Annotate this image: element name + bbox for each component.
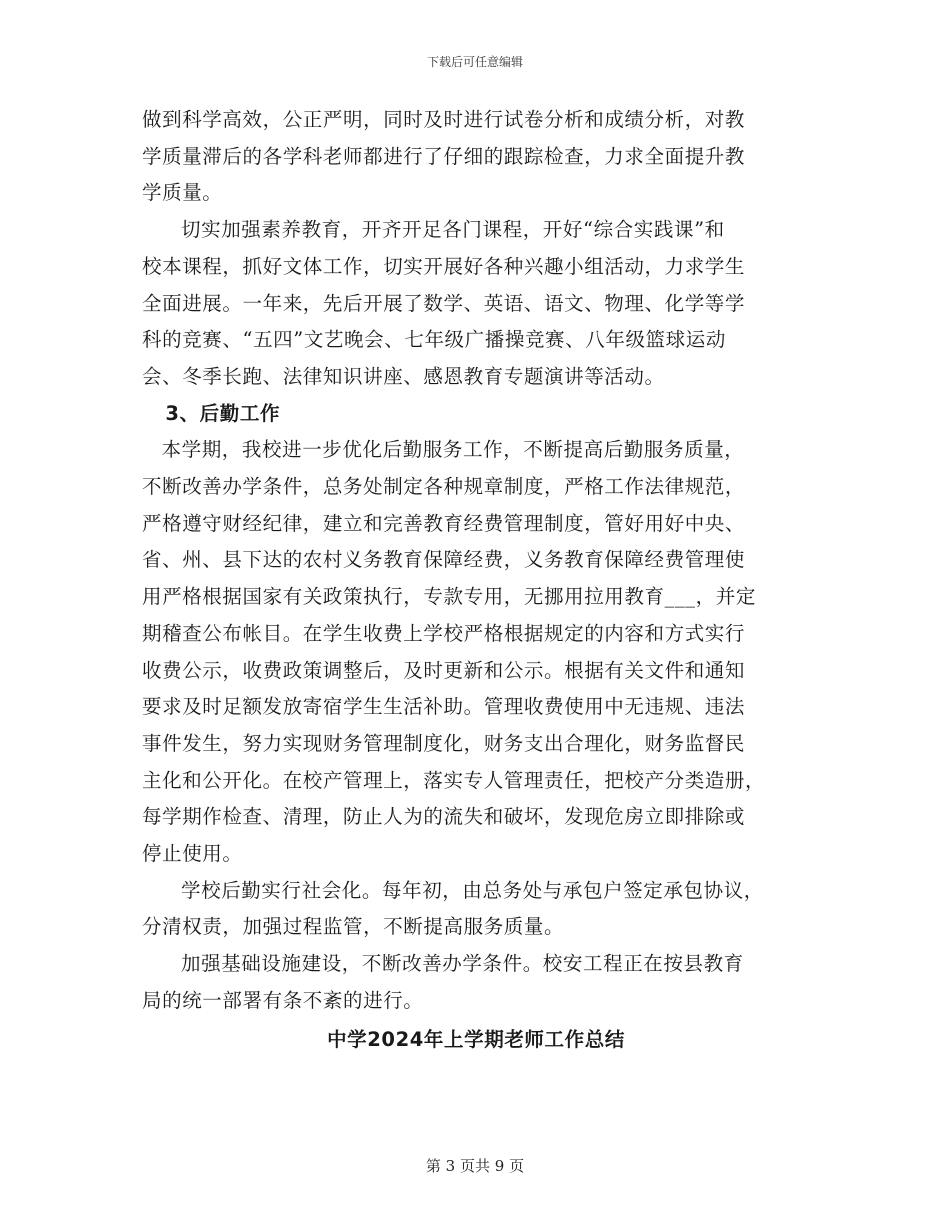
text-line: 不断改善办学条件，总务处制定各种规章制度，严格工作法律规范， — [142, 475, 746, 499]
text-line: 校本课程，抓好文体工作，切实开展好各种兴趣小组活动，力求学生 — [142, 254, 746, 278]
document-title: 中学2024年上学期老师工作总结 — [327, 1027, 625, 1051]
text-line: 本学期，我校进一步优化后勤服务工作，不断提高后勤服务质量， — [161, 438, 745, 462]
text-line: 收费公示，收费政策调整后，及时更新和公示。根据有关文件和通知 — [142, 658, 746, 682]
paragraph-quality-education — [142, 212, 810, 396]
section-heading — [142, 396, 810, 433]
text-line: 科的竞赛、“五四”文艺晚会、七年级广播操竞赛、八年级篮球运动 — [142, 328, 726, 352]
document-body — [142, 102, 810, 1058]
text-line: 每学期作检查、清理，防止人为的流失和破坏，发现危房立即排除或 — [142, 805, 746, 829]
heading-text: 3、后勤工作 — [165, 401, 281, 425]
text-line: 分清权责，加强过程监管，不断提高服务质量。 — [142, 915, 565, 939]
paragraph-continuation — [142, 102, 810, 212]
text-line: 全面进展。一年来，先后开展了数学、英语、语文、物理、化学等学 — [142, 291, 746, 315]
text-line: 切实加强素养教育，开齐开足各门课程，开好“综合实践课”和 — [181, 218, 725, 242]
text-line: 学质量。 — [142, 181, 223, 205]
text-line: 学质量滞后的各学科老师都进行了仔细的跟踪检查，力求全面提升教 — [142, 144, 746, 168]
text-line: 要求及时足额发放寄宿学生生活补助。管理收费使用中无违规、违法 — [142, 695, 746, 719]
text-line: 加强基础设施建设，不断改善办学条件。校安工程正在按县教育 — [181, 952, 744, 976]
text-line: 用严格根据国家有关政策执行，专款专用，无挪用拉用教育___，并定 — [142, 585, 756, 609]
paragraph-logistics — [142, 432, 810, 872]
paragraph-socialization — [142, 873, 810, 946]
text-line: 省、州、县下达的农村义务教育保障经费，义务教育保障经费管理使 — [142, 548, 746, 572]
page-number-footer: 第 3 页共 9 页 — [425, 1157, 525, 1175]
text-line: 学校后勤实行社会化。每年初，由总务处与承包户签定承包协议， — [181, 878, 764, 902]
text-line: 停止使用。 — [142, 842, 243, 866]
text-line: 会、冬季长跑、法律知识讲座、感恩教育专题演讲等活动。 — [142, 364, 665, 388]
paragraph-infrastructure — [142, 946, 810, 1019]
text-line: 局的统一部署有条不紊的进行。 — [142, 988, 424, 1012]
text-line: 主化和公开化。在校产管理上，落实专人管理责任，把校产分类造册， — [142, 768, 766, 792]
page-header: 下载后可任意编辑 — [426, 55, 523, 69]
text-line: 事件发生，努力实现财务管理制度化，财务支出合理化，财务监督民 — [142, 731, 746, 755]
text-line: 期稽查公布帐目。在学生收费上学校严格根据规定的内容和方式实行 — [142, 621, 746, 645]
text-line: 严格遵守财经纪律，建立和完善教育经费管理制度，管好用好中央、 — [142, 511, 746, 535]
text-line: 做到科学高效，公正严明，同时及时进行试卷分析和成绩分析，对教 — [142, 108, 746, 131]
